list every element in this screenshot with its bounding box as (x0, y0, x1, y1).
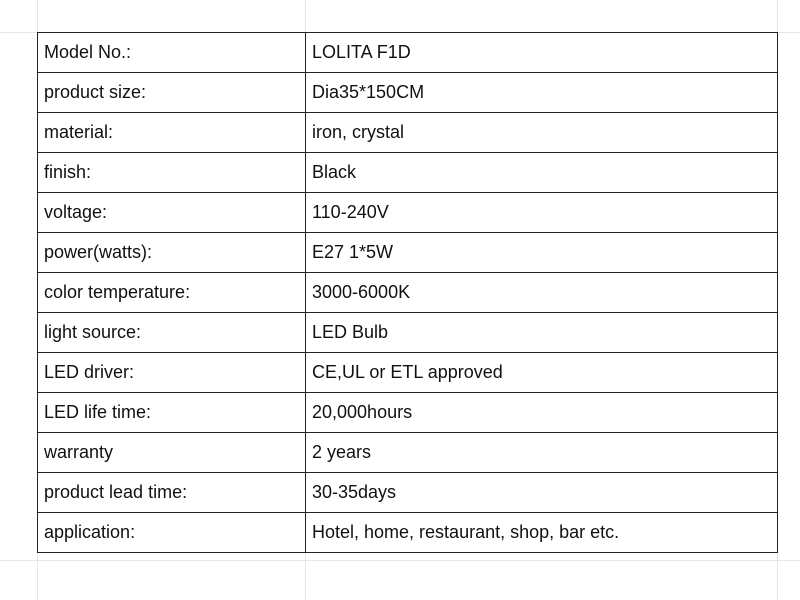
spec-label[interactable]: warranty (38, 433, 306, 473)
product-spec-table (37, 32, 778, 553)
spec-label[interactable]: product size: (38, 73, 306, 113)
spec-value[interactable]: Hotel, home, restaurant, shop, bar etc. (306, 513, 778, 553)
spec-value[interactable]: CE,UL or ETL approved (306, 353, 778, 393)
spec-value[interactable]: 30-35days (306, 473, 778, 513)
table-row (38, 233, 778, 273)
spec-value[interactable]: 2 years (306, 433, 778, 473)
spec-label[interactable]: product lead time: (38, 473, 306, 513)
table-row (38, 73, 778, 113)
table-row (38, 113, 778, 153)
table-row (38, 193, 778, 233)
spec-value[interactable]: Black (306, 153, 778, 193)
table-row (38, 393, 778, 433)
spec-value[interactable]: 3000-6000K (306, 273, 778, 313)
table-row (38, 513, 778, 553)
spec-label[interactable]: color temperature: (38, 273, 306, 313)
spec-label[interactable]: voltage: (38, 193, 306, 233)
spec-value[interactable]: 110-240V (306, 193, 778, 233)
spec-value[interactable]: LOLITA F1D (306, 33, 778, 73)
spec-label[interactable]: light source: (38, 313, 306, 353)
spec-value[interactable]: E27 1*5W (306, 233, 778, 273)
spec-value[interactable]: LED Bulb (306, 313, 778, 353)
spec-label[interactable]: power(watts): (38, 233, 306, 273)
table-row (38, 313, 778, 353)
spec-value[interactable]: Dia35*150CM (306, 73, 778, 113)
table-row (38, 433, 778, 473)
spec-label[interactable]: Model No.: (38, 33, 306, 73)
spec-label[interactable]: finish: (38, 153, 306, 193)
spec-label[interactable]: LED driver: (38, 353, 306, 393)
table-row (38, 353, 778, 393)
spec-label[interactable]: LED life time: (38, 393, 306, 433)
table-row (38, 153, 778, 193)
table-row (38, 273, 778, 313)
spec-value[interactable]: iron, crystal (306, 113, 778, 153)
table-row (38, 473, 778, 513)
spec-value[interactable]: 20,000hours (306, 393, 778, 433)
spec-label[interactable]: application: (38, 513, 306, 553)
spec-label[interactable]: material: (38, 113, 306, 153)
gridline (0, 560, 800, 561)
table-row (38, 33, 778, 73)
